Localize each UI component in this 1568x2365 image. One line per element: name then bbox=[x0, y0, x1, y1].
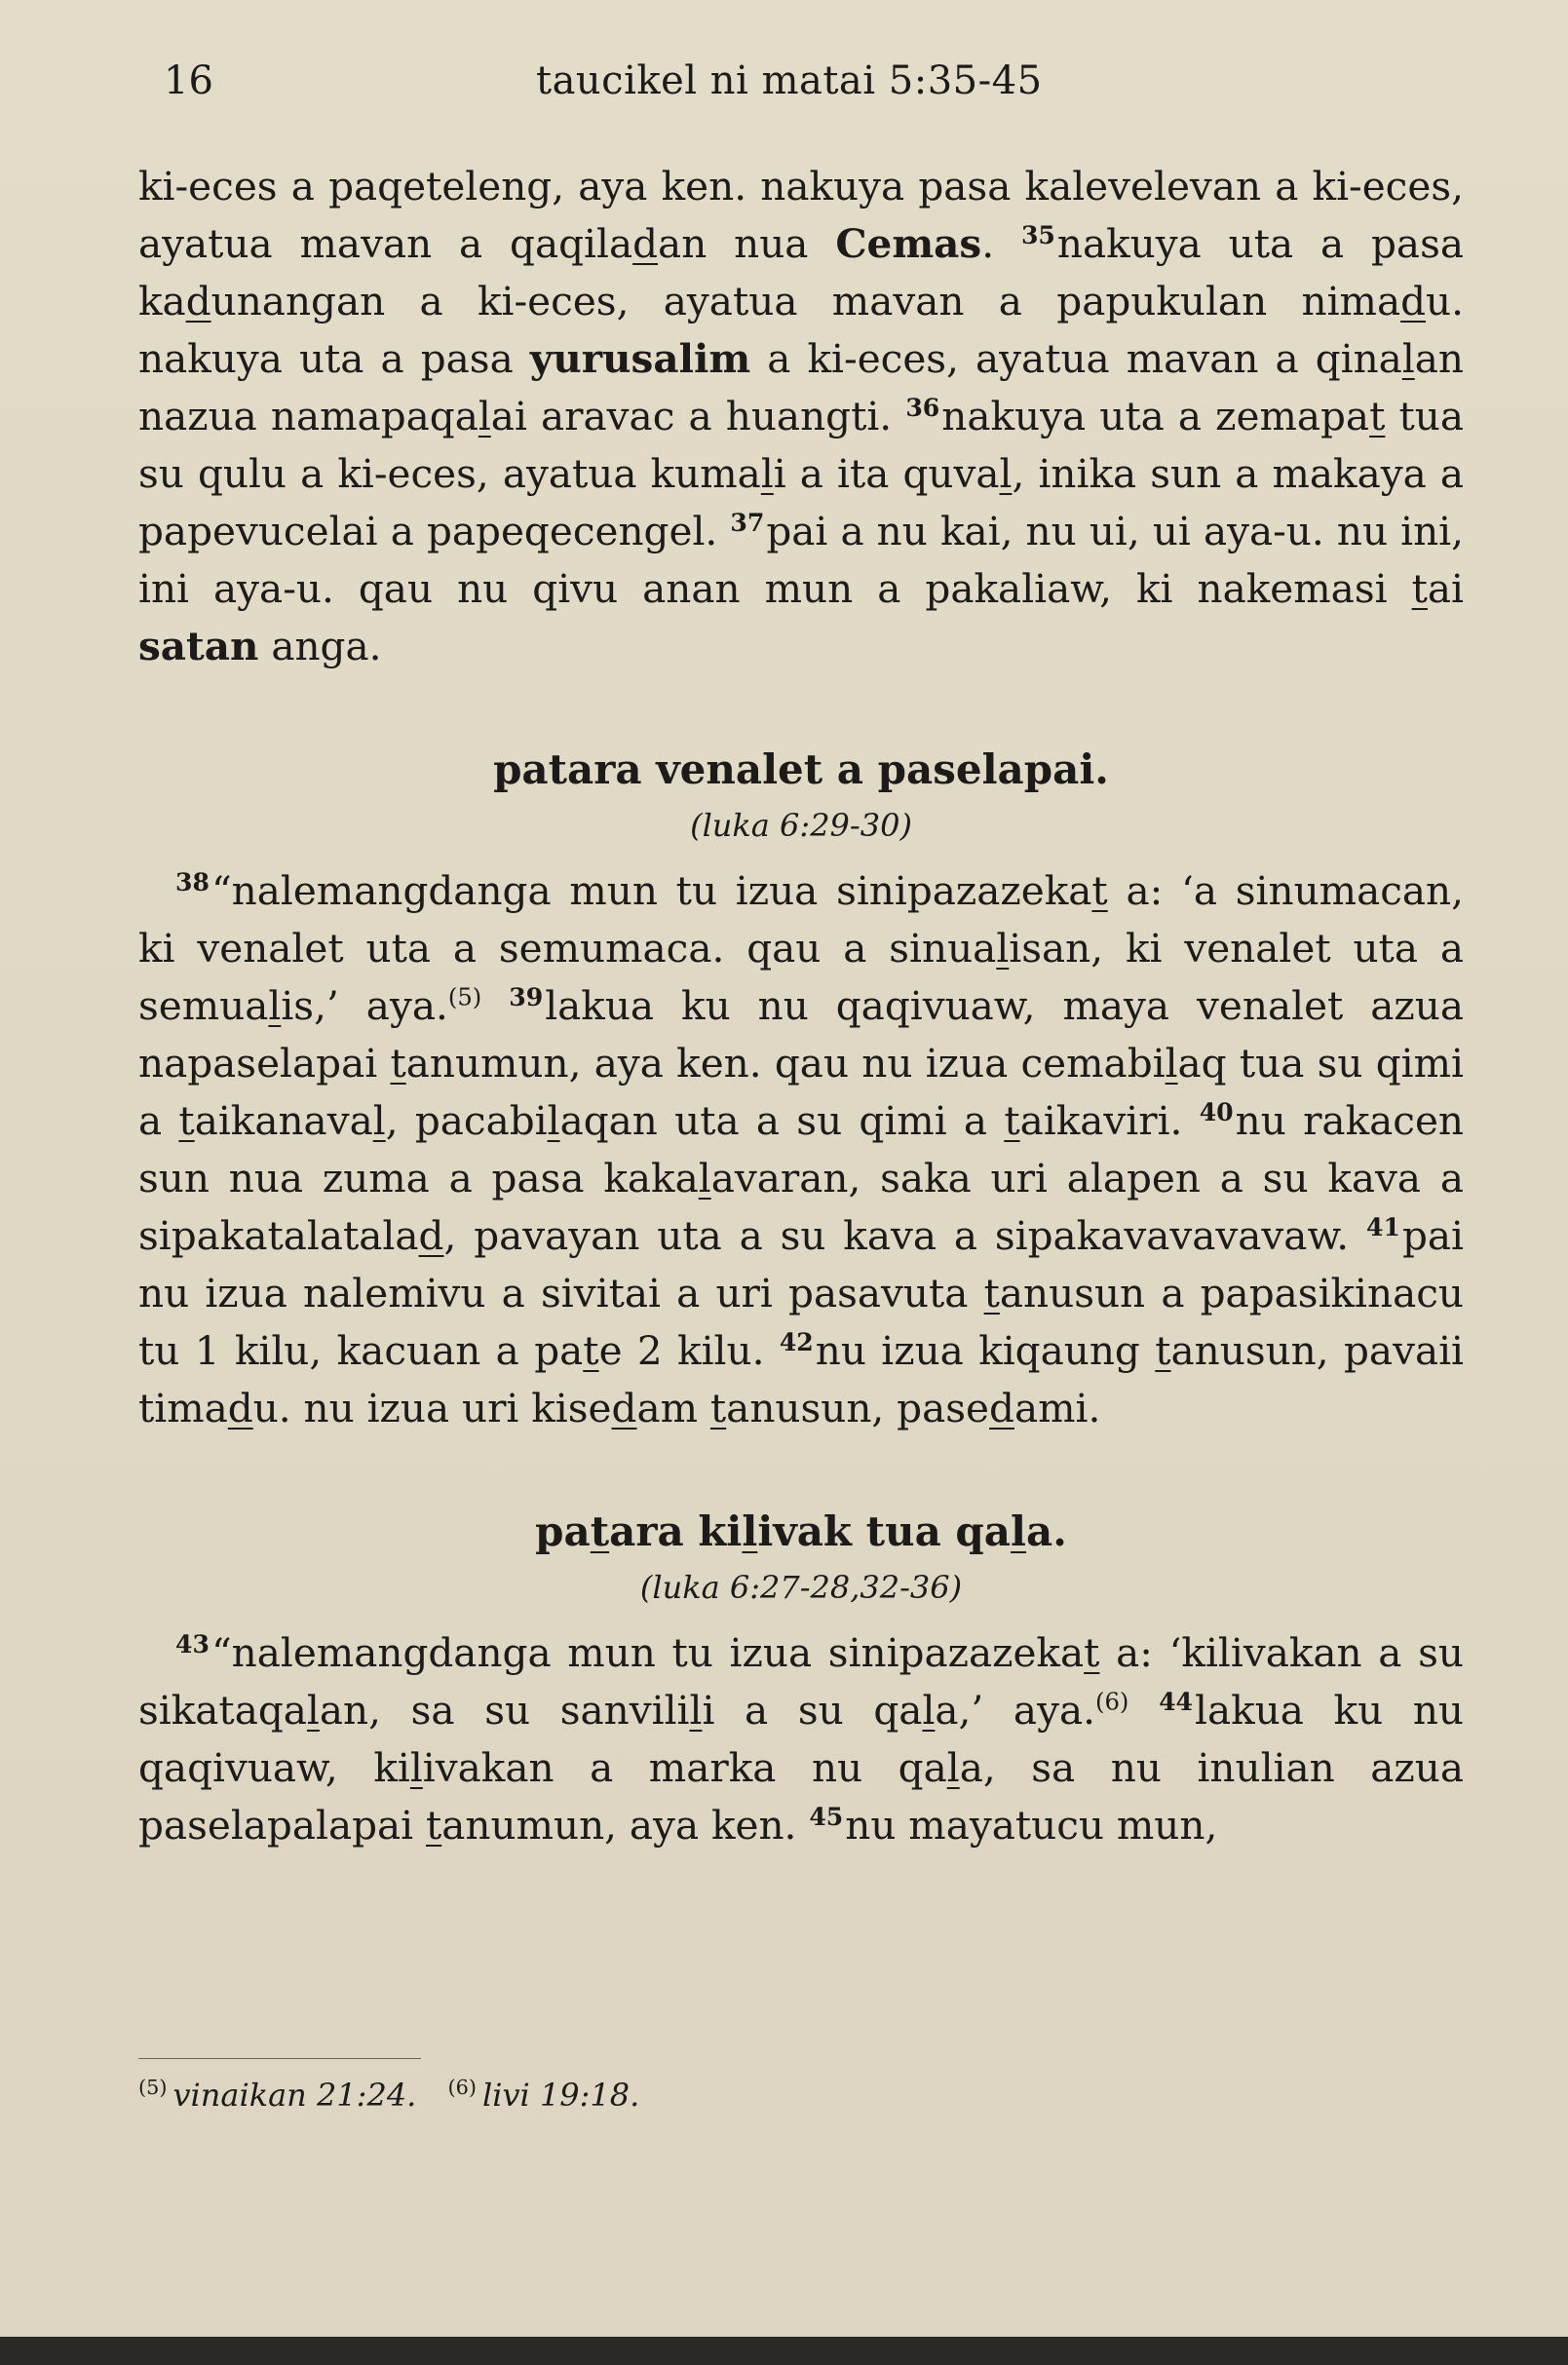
text-run: , pavayan uta a su kava a sipakavavavavaw. bbox=[443, 1212, 1367, 1259]
text-run: u. nu izua uri kise bbox=[252, 1385, 612, 1431]
running-head: taucikel ni matai 5:35-45 bbox=[536, 58, 1043, 103]
verse-number-36: 36 bbox=[905, 392, 940, 422]
underlined-letter: l bbox=[372, 1097, 386, 1144]
text-run: ai bbox=[1427, 565, 1464, 612]
text-run: lakua ku nu qaqivuaw, ki bbox=[138, 1687, 1464, 1791]
footnotes bbox=[138, 2074, 661, 2117]
verse-number-39: 39 bbox=[509, 981, 544, 1011]
text-run: lakua ku nu qaqivuaw, maya venalet azua napaselapai bbox=[138, 982, 1464, 1087]
underlined-letter: t bbox=[983, 1270, 1000, 1316]
underlined-letter: l bbox=[478, 393, 491, 439]
underlined-letter: t bbox=[426, 1802, 442, 1849]
paragraph-1 bbox=[138, 158, 1464, 675]
text-run: nu mayatucu mun, bbox=[845, 1802, 1218, 1849]
underlined-letter: t bbox=[178, 1097, 195, 1144]
underlined-letter: l bbox=[742, 1507, 758, 1555]
text-run: am bbox=[636, 1385, 710, 1431]
text-run: a ki-eces, ayatua mavan a qina bbox=[750, 335, 1402, 382]
verse-number-44: 44 bbox=[1159, 1686, 1194, 1716]
verse-number-45: 45 bbox=[809, 1801, 844, 1831]
main-text bbox=[138, 158, 1464, 1854]
title-run: ara ki bbox=[609, 1507, 743, 1555]
text-run: anumun, aya ken. qau nu izua cemabi bbox=[405, 1040, 1166, 1087]
title-run: a. bbox=[1025, 1507, 1067, 1555]
text-run: nakuya uta a pasa ka bbox=[138, 220, 1465, 324]
text-run: ki-eces a paqeteleng, aya ken. nakuya pasa kalevelevan a ki-eces, ayatua mavan a qaqila bbox=[138, 163, 1464, 267]
text-run: is,’ aya. bbox=[281, 982, 448, 1029]
underlined-letter: t bbox=[1004, 1097, 1020, 1144]
underlined-letter: t bbox=[590, 1507, 610, 1555]
text-run: u. nakuya uta a pasa bbox=[138, 278, 1464, 382]
underlined-letter: d bbox=[989, 1385, 1014, 1431]
text-run: “nalemangdanga mun tu izua sinipazazeka bbox=[210, 867, 1092, 914]
underlined-letter: l bbox=[996, 925, 1010, 972]
text-run: tua su qulu a ki-eces, ayatua kuma bbox=[138, 393, 1464, 497]
text-run: nakuya uta a zemapa bbox=[941, 393, 1370, 439]
proper-name-cemas: Cemas bbox=[835, 220, 982, 267]
underlined-letter: t bbox=[1155, 1327, 1171, 1374]
footnote-text: livi 19:18. bbox=[481, 2077, 640, 2114]
footnote-mark: (6) bbox=[447, 2076, 477, 2100]
text-run: an nazua namapaqa bbox=[138, 335, 1464, 439]
underlined-letter: t bbox=[1091, 867, 1108, 914]
underlined-letter: t bbox=[1411, 565, 1428, 612]
underlined-letter: l bbox=[1011, 1507, 1026, 1555]
underlined-letter: l bbox=[268, 982, 282, 1029]
text-run: aikaviri. bbox=[1019, 1097, 1200, 1144]
text-run: aikanava bbox=[194, 1097, 373, 1144]
text-run: ami. bbox=[1013, 1385, 1101, 1431]
verse-number-42: 42 bbox=[779, 1326, 814, 1356]
underlined-letter: l bbox=[1401, 335, 1415, 382]
underlined-letter: t bbox=[390, 1040, 406, 1087]
title-run: ivak tua qa bbox=[757, 1507, 1012, 1555]
scan-edge bbox=[0, 2337, 1568, 2365]
underlined-letter: l bbox=[547, 1097, 560, 1144]
verse-number-37: 37 bbox=[730, 507, 765, 537]
underlined-letter: d bbox=[418, 1212, 444, 1259]
underlined-letter: t bbox=[1369, 393, 1386, 439]
verse-number-41: 41 bbox=[1366, 1211, 1400, 1241]
page-header bbox=[0, 58, 1568, 117]
text-run: i a ita quva bbox=[773, 450, 1000, 497]
underlined-letter: l bbox=[999, 450, 1013, 497]
underlined-letter: l bbox=[306, 1687, 320, 1734]
text-run: an, sa su sanvili bbox=[319, 1687, 690, 1734]
underlined-letter: l bbox=[922, 1687, 936, 1734]
underlined-letter: d bbox=[632, 220, 659, 267]
text-run: pai nu izua nalemivu a sivitai a uri pasavuta bbox=[138, 1212, 1464, 1316]
underlined-letter: t bbox=[583, 1327, 599, 1374]
text-run: . bbox=[981, 220, 1021, 267]
text-run: , pacabi bbox=[385, 1097, 548, 1144]
paragraph-3 bbox=[138, 1624, 1464, 1854]
text-run: an nua bbox=[658, 220, 836, 267]
text-run: anumun, aya ken. bbox=[441, 1802, 810, 1849]
verse-number-40: 40 bbox=[1199, 1096, 1234, 1126]
paragraph-2 bbox=[138, 862, 1464, 1437]
text-run: “nalemangdanga mun tu izua sinipazazeka bbox=[210, 1629, 1085, 1676]
text-run: , inika sun a makaya a papevucelai a papeqecengel. bbox=[138, 450, 1464, 554]
text-run: avaran, saka uri alapen a su kava a sipakatalatala bbox=[138, 1155, 1464, 1259]
text-run: isan, ki venalet uta a semua bbox=[138, 925, 1464, 1029]
proper-name-satan: satan bbox=[138, 623, 259, 669]
footnote-text: vinaikan 21:24. bbox=[172, 2077, 417, 2114]
underlined-letter: l bbox=[689, 1687, 703, 1734]
footnote-divider bbox=[138, 2058, 421, 2059]
section-title-2 bbox=[138, 1507, 1464, 1556]
verse-number-43: 43 bbox=[175, 1628, 210, 1659]
text-run: i a su qa bbox=[702, 1687, 923, 1734]
verse-number-38: 38 bbox=[175, 866, 210, 896]
text-run: ivakan a marka nu qa bbox=[422, 1744, 947, 1791]
underlined-letter: l bbox=[409, 1744, 423, 1791]
text-run: aq tua su qimi a bbox=[138, 1040, 1464, 1144]
title-run: pa bbox=[535, 1507, 591, 1555]
footnote-mark: (5) bbox=[138, 2076, 168, 2100]
text-run: a: ‘kilivakan a su sikataqa bbox=[138, 1629, 1465, 1734]
underlined-letter: l bbox=[760, 450, 774, 497]
section-reference-2: (luka 6:27-28,32-36) bbox=[639, 1569, 963, 1606]
text-run: a, sa nu inulian azua paselapalapai bbox=[138, 1744, 1464, 1849]
text-run: pai a nu kai, nu ui, ui aya-u. nu ini, ini aya-u. qau nu qivu anan mun a pakaliaw, ki nakemasi bbox=[138, 508, 1464, 612]
underlined-letter: d bbox=[1400, 278, 1427, 324]
text-run: anusun, pavaii tima bbox=[138, 1327, 1465, 1431]
section-title-1: patara venalet a paselapai. bbox=[493, 745, 1109, 793]
underlined-letter: d bbox=[227, 1385, 253, 1431]
section-reference-1: (luka 6:29-30) bbox=[690, 807, 912, 844]
footnote-ref-5[interactable]: (5) bbox=[447, 982, 482, 1011]
footnote-ref-6[interactable]: (6) bbox=[1094, 1687, 1129, 1716]
text-run: ai aravac a huangti. bbox=[490, 393, 906, 439]
text-run: anusun a papasikinacu tu 1 kilu, kacuan a pa bbox=[138, 1270, 1465, 1374]
text-run: anga. bbox=[258, 623, 382, 669]
underlined-letter: d bbox=[611, 1385, 637, 1431]
underlined-letter: l bbox=[698, 1155, 711, 1202]
text-run: anusun, pase bbox=[726, 1385, 990, 1431]
proper-name-yurusalim: yurusalim bbox=[529, 335, 751, 382]
underlined-letter: t bbox=[1084, 1629, 1100, 1676]
underlined-letter: t bbox=[709, 1385, 727, 1431]
footnote-6 bbox=[448, 2077, 640, 2114]
underlined-letter: d bbox=[185, 278, 211, 324]
page-number: 16 bbox=[164, 58, 213, 103]
verse-number-35: 35 bbox=[1020, 219, 1055, 249]
text-run: a,’ aya. bbox=[935, 1687, 1095, 1734]
footnote-5 bbox=[138, 2077, 416, 2114]
underlined-letter: l bbox=[1165, 1040, 1178, 1087]
text-run: nu rakacen sun nua zuma a pasa kaka bbox=[138, 1097, 1464, 1202]
text-run: unangan a ki-eces, ayatua mavan a papukulan nima bbox=[210, 278, 1401, 324]
text-run: e 2 kilu. bbox=[598, 1327, 780, 1374]
text-run: a: ‘a sinumacan, ki venalet uta a semumaca. qau a sinua bbox=[138, 867, 1465, 972]
underlined-letter: l bbox=[946, 1744, 960, 1791]
text-run: nu izua kiqaung bbox=[815, 1327, 1156, 1374]
text-run: aqan uta a su qimi a bbox=[559, 1097, 1005, 1144]
